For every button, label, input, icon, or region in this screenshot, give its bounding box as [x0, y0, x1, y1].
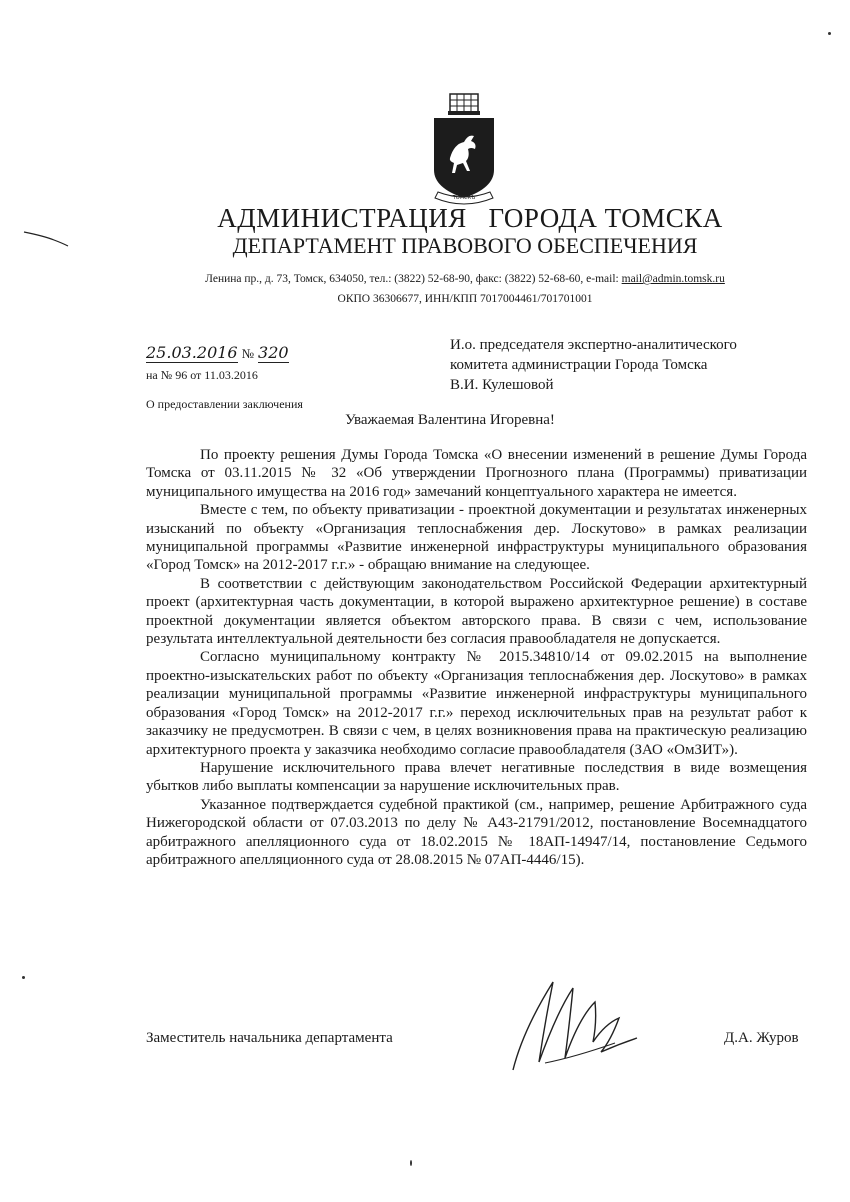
letter-body [146, 446, 807, 869]
paragraph: Вместе с тем, по объекту приватизации - проектной документации и результатах инженерных изысканий по объекту «Организация теплоснабжения дер. Лоскутово» в рамках реализации муниципальной программы «Развитие инженерной инфраструктуры муниципального образования «Город Томск» на 2012-2017 г.г.» - обращаю внимание на следующее. [146, 502, 807, 574]
recipient-line-2: комитета администрации Города Томска [450, 357, 708, 373]
okpo-line: ОКПО 36306677, ИНН/КПП 7017004461/701701001 [337, 293, 593, 305]
address-line [0, 273, 850, 285]
paragraph: Нарушение исключительного права влечет негативные последствия в виде возмещения убытков либо выплаты компенсации за нарушение исключительных прав. [146, 759, 807, 795]
paragraph: По проекту решения Думы Города Томска «О внесении изменений в решение Думы Города Томска от 03.11.2015 № 32 «Об утверждении Прогнозного плана (Программы) приватизации муниципального имущества на 2016 год» замечаний концептуального характера не имеется. [146, 447, 807, 500]
email-link[interactable]: mail@admin.tomsk.ru [621, 273, 725, 285]
letter-number: 320 [258, 343, 289, 362]
scan-speck [22, 976, 25, 979]
letter-date: 25.03.2016 [146, 343, 238, 362]
signer-name: Д.А. Журов [724, 1030, 799, 1046]
paragraph: Указанное подтверждается судебной практикой (см., например, решение Арбитражного суда Нижегородской области от 07.03.2013 по делу № А43-21791/2012, постановление Восемнадцатого арбитражного апелляционного суда от 18.02.2015 № 18АП-14947/14, постановление Седьмого арбитражного апелляционного суда от 28.08.2015 № 07АП-4446/15). [146, 796, 807, 868]
reference-line: на № 96 от 11.03.2016 [146, 368, 258, 382]
recipient-block [450, 335, 737, 395]
paragraph: В соответствии с действующим законодательством Российской Федерации архитектурный проект (архитектурная часть документации, в которой выражено архитектурное решение) в составе проектной документации является объектом авторского права. В связи с чем, использование результата интеллектуальной деятельности без согласия правообладателя не допускается. [146, 575, 807, 648]
scan-speck [410, 1160, 412, 1166]
handwritten-signature [505, 975, 675, 1075]
scan-speck [828, 32, 831, 35]
paragraph: Согласно муниципальному контракту № 2015.34810/14 от 09.02.2015 на выполнение проектно-изыскательских работ по объекту «Организация теплоснабжения дер. Лоскутово» в рамках реализации муниципальной программы «Развитие инженерной инфраструктуры муниципального образования «Город Томск» на 2012-2017 г.г.» переход исключительных прав на результат работ к заказчику не предусмотрен. В связи с чем, в целях возникновения права на практическую реализацию архитектурного проекта у заказчика необходимо согласие правообладателя (ЗАО «ОмЗИТ»). [146, 649, 807, 758]
greeting: Уважаемая Валентина Игоревна! [345, 412, 555, 428]
recipient-line-1: И.о. председателя экспертно-аналитического [450, 337, 737, 353]
department-name: ДЕПАРТАМЕНТ ПРАВОВОГО ОБЕСПЕЧЕНИЯ [232, 233, 698, 258]
letter-date-number [146, 343, 296, 363]
crest-ribbon-text: ТОМСКЪ [452, 195, 476, 201]
org-name: АДМИНИСТРАЦИЯ ГОРОДА ТОМСКА [217, 203, 723, 233]
number-label: № [241, 346, 255, 361]
recipient-line-3: В.И. Кулешовой [450, 377, 554, 393]
letter-subject: О предоставлении заключения [146, 397, 303, 411]
signer-title: Заместитель начальника департамента [146, 1030, 393, 1046]
address-text: Ленина пр., д. 73, Томск, 634050, тел.: (3822) 52-68-90, факс: (3822) 52-68-60, e-mail: [205, 273, 622, 285]
city-crest-icon [428, 92, 500, 210]
